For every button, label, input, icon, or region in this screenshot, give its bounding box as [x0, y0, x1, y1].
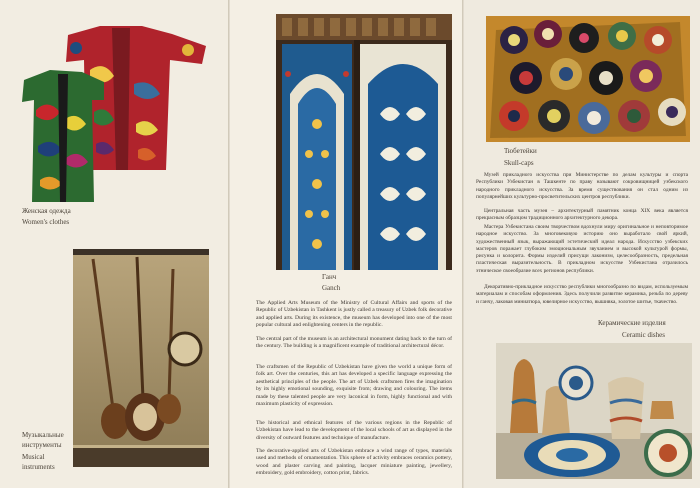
ru-paragraph-1: Музей прикладного искусства при Министерстве по делам культуры и спорта Республики Узбекистан в Ташкенте по праву называют сокровищницей узбекского народного прикладного искусства. За время существования он стал одним из популярнейших культурно-просветительских центров республики. [476, 172, 688, 200]
womens-clothes-photo [20, 20, 210, 205]
ceramic-dishes-photo [496, 343, 692, 479]
left-panel [0, 0, 228, 488]
en-paragraph-2: The central part of the museum is an architectural monument dating back to the turn of the century. The building is a magnificent example of traditional architectural décor. [256, 336, 452, 350]
skull-caps-caption-en: Skull-caps [504, 159, 534, 167]
en-paragraph-5: The decorative-applied arts of Uzbekistan embrace a wind range of types, materials used and methods of ornamentation. This sphere of activity embraces ceramics pottery, wood and plaster carving and painting, lacquer miniature painting, jewellery, embroidery, gold embroidery, cotton print, fabrics. [256, 448, 452, 477]
womens-clothes-caption-en: Women's clothes [22, 218, 70, 226]
ru-paragraph-2: Центральная часть музея – архитектурный памятник конца XIX века является прекрасным образцом традиционного архитектурного декора. [476, 208, 688, 222]
en-paragraph-4: The historical and ethnical features of the various regions in the Republic of Uzbekistan have lead to the development of the local schools of art as displayed in the diversity of outward features and technique of manufacture. [256, 420, 452, 441]
skull-caps-photo [486, 16, 690, 142]
musical-instruments-caption-ru: Музыкальные инструменты [22, 431, 64, 449]
en-paragraph-3: The craftsmen of the Republic of Uzbekistan have given the world a unique form of folk art. Over the centuries, this art has developed a specific language expressing the aesthetical principles of the people. The art of Uzbek craftsmen fires the imagination by its highly emotional sounding, exquisite from; drawing and colouring. The items made by these talented people are very laconical in form, highly functional and with maximum plasticity of expression. [256, 364, 452, 408]
right-panel [464, 0, 700, 488]
ganch-caption-ru: Ганч [322, 273, 337, 281]
center-panel [230, 0, 462, 488]
musical-instruments-photo [73, 249, 209, 467]
ru-paragraph-3: Мастера Узбекистана своим творчеством вдохнули миру оригинальное и неповторимое народное искусство. За многовековую историю оно выработало свой яркий, художественный язык, выражающий эстетический идеал народа. Искусство узбекских мастеров поражает глубоким эмоциональным звучанием и высокой культурой формы, рисунка и колорита. Формы изделий присущи лаконизм, целесообразность, предельная пластическая выразительность. В прикладном искусстве Узбекистана отразилось этническое своеобразие всех регионов республики. [476, 224, 688, 274]
ru-paragraph-4: Декоративно-прикладное искусство республики многообразно по видам, используемым материалам и способам оформления. Здесь получили развитие керамика, резьба по дереву и ганчу, лаковая миниатюра, ювелирное искусство, вышивка, золотое шитье, ткачество. [476, 284, 688, 305]
en-paragraph-1: The Applied Arts Museum of the Ministry of Cultural Affairs and sports of the Republic of Uzbekistan in Tashkent is justly called a treasury of Uzbek folk decorative and applied arts. During its existence, the museum has developed into one of the most popular cultural and enlightening centers in the republic. [256, 300, 452, 329]
skull-caps-caption-ru: Тюбетейки [504, 147, 537, 155]
ceramic-caption-ru: Керамические изделия [598, 319, 666, 327]
musical-instruments-caption-en: Musical instruments [22, 453, 55, 471]
ceramic-caption-en: Ceramic dishes [622, 331, 665, 339]
womens-clothes-caption-ru: Женская одежда [22, 207, 71, 215]
ganch-photo [276, 14, 452, 270]
ganch-caption-en: Ganch [322, 284, 341, 292]
